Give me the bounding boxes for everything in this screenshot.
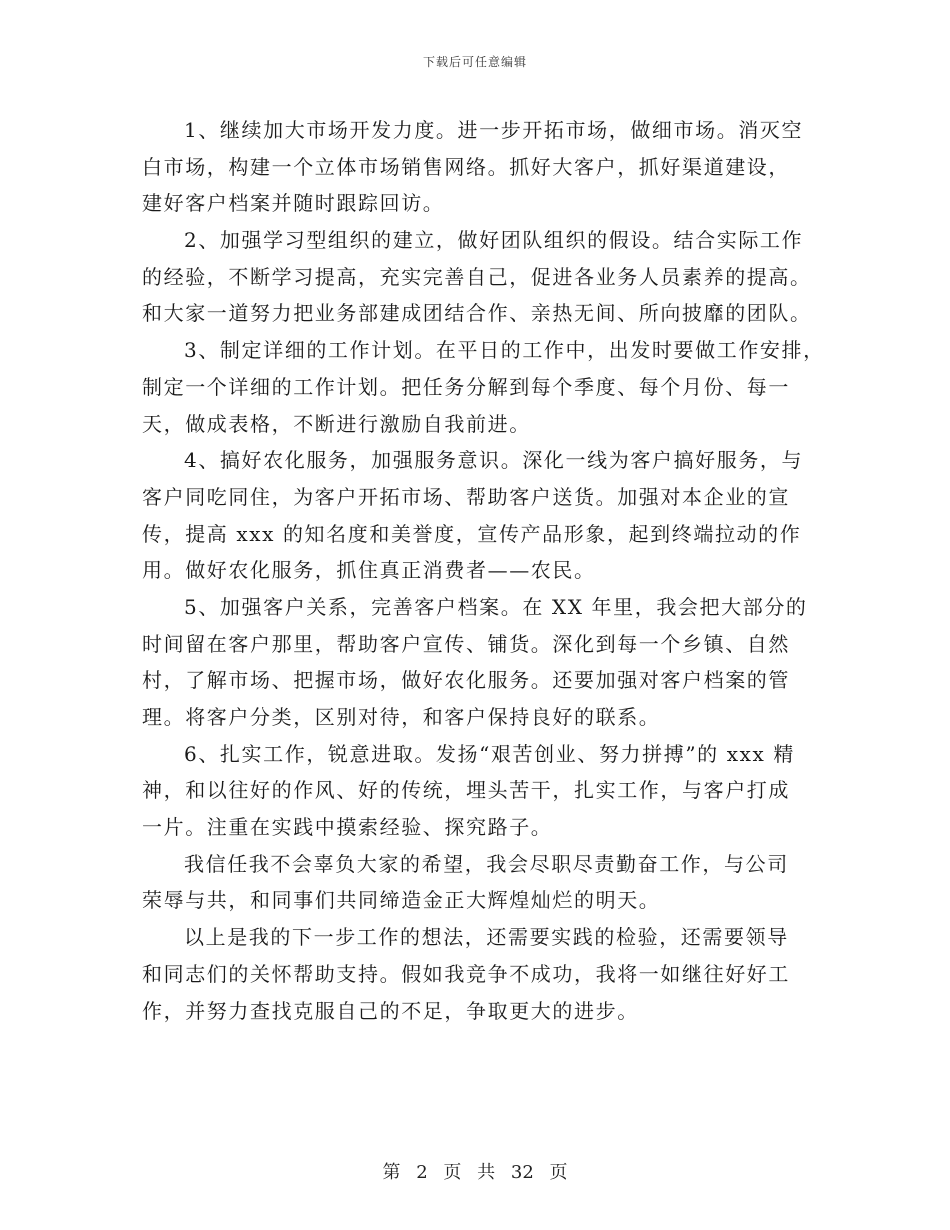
paragraph-line: 1、继续加大市场开发力度。进一步开拓市场，做细市场。消灭空 [184,118,804,142]
paragraph-1 [142,112,812,222]
paragraph-3 [142,332,825,442]
paragraph-line: 理。将客户分类，区别对待，和客户保持良好的联系。 [142,705,661,729]
document-body [142,112,825,1029]
footer-total-word: 共 [477,1162,496,1183]
paragraph-7 [142,846,812,919]
paragraph-line: 神，和以往好的作风、好的传统，埋头苦干，扎实工作，与客户打成 [142,778,790,803]
total-page-count: 32 [510,1162,534,1183]
paragraph-line: 用。做好农化服务，抓住真正消费者——农民。 [142,558,596,583]
paragraph-line: 的经验，不断学习提高，充实完善自己，促进各业务人员素养的提高。 [142,264,812,289]
paragraph-line: 建好客户档案并随时跟踪回访。 [142,191,445,216]
paragraph-8 [142,919,812,1029]
paragraph-line: 村，了解市场、把握市场，做好农化服务。还要加强对客户档案的管 [142,668,790,693]
paragraph-line: 荣辱与共，和同事们共同缔造金正大辉煌灿烂的明天。 [142,888,661,913]
paragraph-line: 客户同吃同住，为客户开拓市场、帮助客户送货。加强对本企业的宣 [142,484,790,509]
paragraph-line: 和大家一道努力把业务部建成团结合作、亲热无间、所向披靡的团队。 [142,301,812,326]
paragraph-line: 3、制定详细的工作计划。在平日的工作中，出发时要做工作安排， [184,338,825,363]
paragraph-line: 作，并努力查找克服自己的不足，争取更大的进步。 [142,998,639,1023]
paragraph-line: 天，做成表格，不断进行激励自我前进。 [142,411,531,436]
paragraph-2 [142,222,812,332]
paragraph-line: 5、加强客户关系，完善客户档案。在 XX 年里，我会把大部分的 [184,594,808,619]
paragraph-line: 以上是我的下一步工作的想法，还需要实践的检验，还需要领导 [184,925,789,950]
page-number-footer [0,1158,950,1184]
paragraph-line: 和同志们的关怀帮助支持。假如我竞争不成功，我将一如继往好好工 [142,961,790,986]
paragraph-line: 4、搞好农化服务，加强服务意识。深化一线为客户搞好服务，与 [184,448,804,473]
paragraph-line: 制定一个详细的工作计划。把任务分解到每个季度、每个月份、每一 [142,374,790,399]
paragraph-6 [142,736,812,846]
footer-prefix: 第 [382,1162,401,1183]
paragraph-4 [142,442,812,589]
page-header-note: 下载后可任意编辑 [422,55,527,69]
paragraph-5 [142,589,812,736]
paragraph-line: 6、扎实工作，锐意进取。发扬“艰苦创业、努力拼搏”的 xxx 精 [184,741,795,766]
paragraph-line: 时间留在客户那里，帮助客户宣传、铺货。深化到每一个乡镇、自然 [142,631,790,656]
paragraph-line: 2、加强学习型组织的建立，做好团队组织的假设。结合实际工作 [184,228,804,253]
paragraph-line: 一片。注重在实践中摸索经验、探究路子。 [142,815,553,840]
current-page-number: 2 [416,1162,428,1183]
paragraph-line: 我信任我不会辜负大家的希望，我会尽职尽责勤奋工作，与公司 [184,851,789,876]
paragraph-line: 白市场，构建一个立体市场销售网络。抓好大客户，抓好渠道建设， [142,154,790,179]
paragraph-line: 传，提高 xxx 的知名度和美誉度，宣传产品形象，起到终端拉动的作 [142,521,802,546]
footer-page-word: 页 [443,1162,462,1183]
footer-suffix: 页 [549,1162,568,1183]
